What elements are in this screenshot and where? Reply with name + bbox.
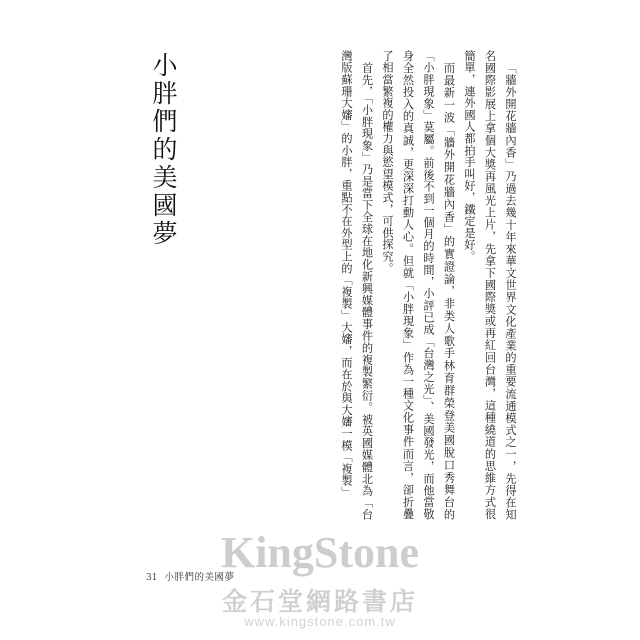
page-number: 31: [146, 573, 158, 583]
paragraph: 而最新一波「牆外開花牆內香」的實證論，非类人歌手林育群榮登美國脫口秀舞台的「小胖現象」莫屬。前後不到一個月的時間，小評已成「台灣之光」、美國發光，而他當敬身全然投入的真誠，更深深打動人心。但就「小胖現象」作為一種文化事件而言，卻折疊了相當繁複的權力與慾望模式，可供探究。: [381, 50, 456, 520]
body-text: [190, 50, 520, 520]
footer-title: 小胖們的美國夢: [164, 572, 235, 583]
watermark-url: www.kingstone.com.tw: [244, 614, 396, 629]
paragraph: 首先，「小胖現象」乃是當下全球在地化新興媒體事件的複製繁衍。被英國媒體北為「台灣版蘇珊大嬸」的小胖，重點不在外型上的「複製」大嬸，而在於與大嬸一模「複製」: [340, 50, 374, 520]
watermark-brand-en: KingStone: [220, 528, 420, 577]
watermark-brand-cn: 金石堂網路書店: [221, 587, 418, 616]
paragraph: 「牆外開花牆內香」乃過去幾十年來華文世界文化產業的重要流通模式之一，先得在知名國際影展上拿個大獎再風光上片，先拿下國際獎或再紅回台灣，這種繞道的思維方式很簡單，連外國人都拍手叫好，鐵定是好。: [463, 50, 517, 520]
page-title: 小胖們的美國夢: [149, 52, 178, 248]
running-footer: [146, 569, 234, 583]
book-page-scan: [128, 10, 520, 595]
